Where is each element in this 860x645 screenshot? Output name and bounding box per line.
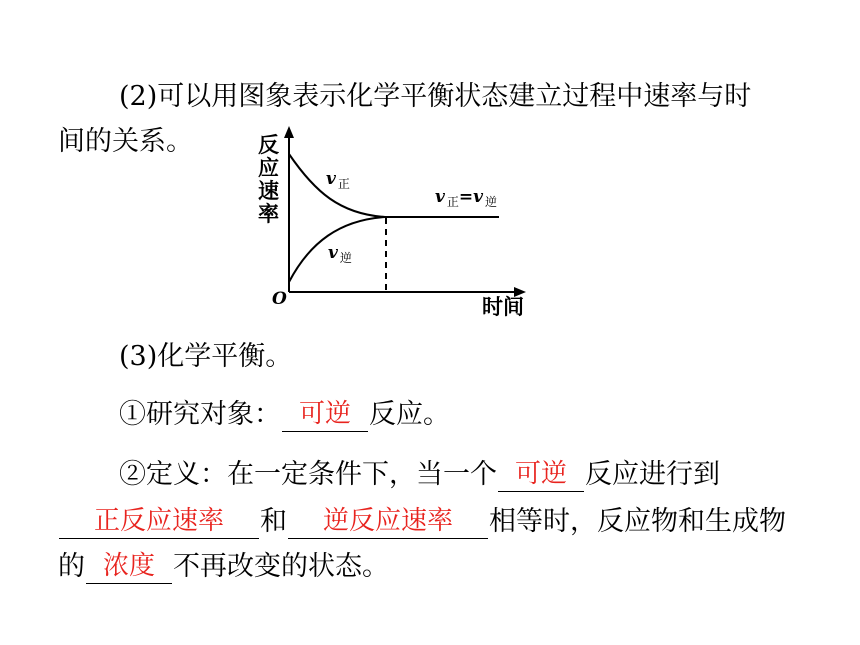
y-axis-label-char-3: 速 [258,179,279,203]
item2-prefix: ②定义：在一定条件下，当一个 [119,459,497,490]
eq-sub2: 逆 [485,195,498,209]
item1 [119,398,450,432]
para3: (3)化学平衡。 [119,341,293,372]
item2-and: 和 [260,506,287,537]
item2-answer4: 浓度 [102,551,155,581]
item1-prefix: ①研究对象： [119,399,281,430]
reverse-sub: 逆 [339,251,352,265]
reverse-v: v [328,243,338,263]
item2-blank1 [498,461,584,492]
item2-answer3: 逆反应速率 [322,506,453,536]
y-axis-label-char-2: 应 [258,156,279,180]
eq-sub1: 正 [446,195,459,209]
y-axis-arrow [284,126,294,138]
eq-sign: = [458,187,474,207]
item2-line3-prefix: 的 [58,551,85,582]
x-axis-label: 时间 [482,295,524,319]
item2-blank2 [59,508,259,539]
forward-rate-label [326,169,350,191]
item2-answer2: 正反应速率 [93,506,224,536]
forward-sub: 正 [337,177,350,191]
item2-mid1: 反应进行到 [585,459,720,490]
item2-answer1: 可逆 [514,459,567,489]
item2-suffix: 不再改变的状态。 [173,551,389,582]
y-axis-label-char-1: 反 [258,133,279,157]
y-axis-label-char-4: 率 [258,202,279,226]
eq-v1: v [435,187,445,207]
rate-time-graph [250,122,540,322]
item1-suffix: 反应。 [369,399,450,430]
equilibrium-label [435,187,497,209]
item2-line2 [58,505,786,539]
para2-line2: 间的关系。 [58,126,193,157]
eq-v2: v [473,187,484,207]
item1-answer: 可逆 [298,399,351,429]
origin-label: O [272,289,287,309]
item2-line3 [58,550,389,584]
forward-v: v [326,169,336,189]
para2-line1: (2)可以用图象表示化学平衡状态建立过程中速率与时 [119,81,752,112]
item2-line1 [119,458,720,492]
reverse-rate-label [328,243,352,265]
item2-mid2: 相等时，反应物和生成物 [489,506,786,537]
item1-blank [282,401,368,432]
item2-blank4 [86,553,172,584]
item2-blank3 [288,508,488,539]
